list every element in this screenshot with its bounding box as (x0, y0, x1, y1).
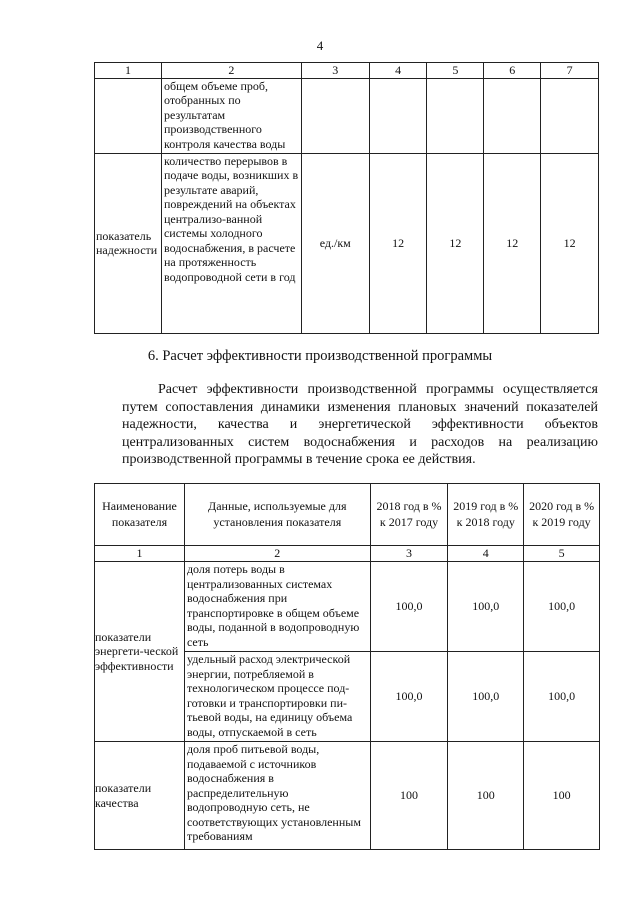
table-row (95, 562, 600, 652)
column-number: 3 (370, 546, 448, 562)
value-cell: 12 (541, 153, 599, 333)
value-cell: 100,0 (370, 562, 448, 652)
indicator-group-name: показатели энергети-ческой эффективности (95, 562, 185, 742)
column-number: 5 (524, 546, 600, 562)
column-number: 2 (161, 63, 301, 79)
value-cell: 12 (427, 153, 484, 333)
header-indicator-name: Наименование показателя (95, 484, 185, 546)
column-number: 2 (184, 546, 370, 562)
column-number: 1 (95, 63, 162, 79)
table-row (95, 78, 599, 153)
indicator-description: общем объеме проб, отобранных по результатам производственного контроля качества воды (161, 78, 301, 153)
table-row (95, 742, 600, 850)
value-cell: 100 (448, 742, 524, 850)
efficiency-table (94, 483, 600, 850)
value-cell: 100,0 (524, 652, 600, 742)
value-cell: 100,0 (448, 562, 524, 652)
page-number: 4 (316, 38, 324, 53)
header-2019: 2019 год в % к 2018 году (448, 484, 524, 546)
column-number: 6 (484, 63, 541, 79)
value-cell: 100,0 (370, 652, 448, 742)
section-heading: 6. Расчет эффективности производственной программы (147, 348, 493, 364)
indicator-description: удельный расход электрической энергии, потребляемой в технологическом процессе под-готовки и транспортировки пи-тьевой воды, на единицу объема воды, отпускаемой в сеть (184, 652, 370, 742)
value-cell: 12 (369, 153, 427, 333)
indicator-group-name: показатели качества (95, 742, 185, 850)
table-header-row (95, 484, 600, 546)
indicator-description: количество перерывов в подаче воды, возникших в результате аварий, повреждений на объектах централизо-ванной системы холодного водоснабжения, в расчете на протяженность водопроводной сети в год (161, 153, 301, 333)
indicator-description: доля потерь воды в централизованных системах водоснабжения при транспортировке в общем объеме воды, поданной в водопроводную сеть (184, 562, 370, 652)
header-2020: 2020 год в % к 2019 году (524, 484, 600, 546)
column-number: 4 (448, 546, 524, 562)
table-row (95, 153, 599, 333)
column-number: 1 (95, 546, 185, 562)
indicator-description: доля проб питьевой воды, подаваемой с источников водоснабжения в распределительную водопроводную сеть, не соответствующих установленным требованиям (184, 742, 370, 850)
value-cell: 100 (524, 742, 600, 850)
header-2018: 2018 год в % к 2017 году (370, 484, 448, 546)
table-number-row (95, 546, 600, 562)
value-cell: 100 (370, 742, 448, 850)
unit-cell: ед./км (301, 153, 369, 333)
column-number: 3 (301, 63, 369, 79)
column-number: 7 (541, 63, 599, 79)
indicator-group-name: показатель надежности (95, 153, 162, 333)
body-paragraph: Расчет эффективности производственной программы осуществляется путем сопоставления динамики изменения плановых значений показателей надежности, качества и энергетической эффективности объектов централизованных систем водоснабжения и расходов на реализацию производственной программы в течение срока ее действия. (122, 382, 598, 467)
value-cell: 100,0 (524, 562, 600, 652)
value-cell: 100,0 (448, 652, 524, 742)
value-cell: 12 (484, 153, 541, 333)
column-number: 5 (427, 63, 484, 79)
column-number: 4 (369, 63, 427, 79)
header-source-data: Данные, используемые для установления показателя (184, 484, 370, 546)
table-header-row (95, 63, 599, 79)
reliability-table (94, 62, 599, 334)
